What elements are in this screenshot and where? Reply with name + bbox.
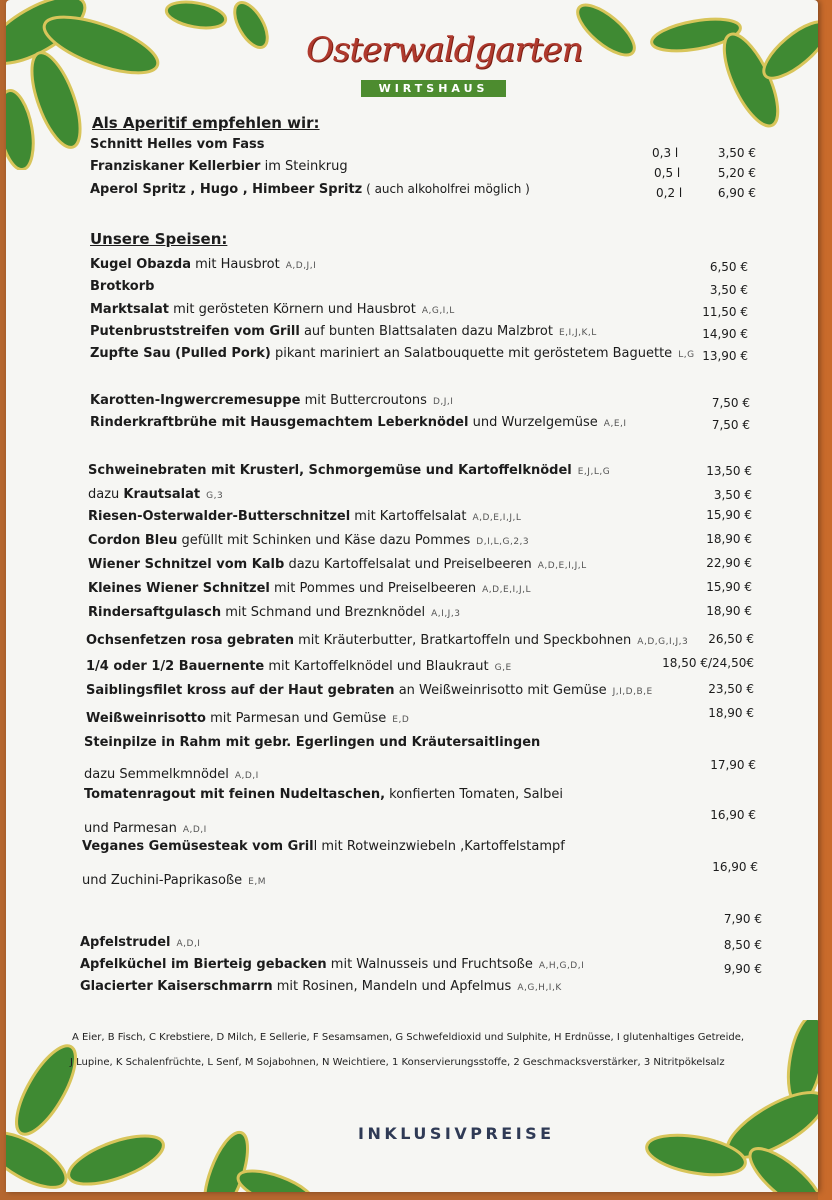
chestnut-leaf-top-right-icon [566,0,818,130]
dish-name: Wiener Schnitzel vom Kalb [88,557,285,572]
speisen-price-5: 7,50 € [711,396,750,410]
restaurant-logo [306,28,583,108]
dessert-item-1 [80,934,200,953]
speisen-item-17 [86,710,409,729]
dish-name: Putenbruststreifen vom Grill [90,324,300,339]
dish-description: mit Buttercroutons [300,393,427,408]
speisen-price-4: 13,90 € [702,349,748,363]
allergen-codes: A,I,J,3 [431,609,461,619]
dish-description: und Wurzelgemüse [468,415,598,430]
allergen-codes: G,E [494,663,512,673]
speisen-item-14 [86,632,688,651]
dish-description: mit gerösteten Körnern und Hausbrot [168,302,416,317]
speisen-item-16 [86,682,653,701]
speisen-price-15: 18,50 €/24,50€ [662,656,754,670]
dish-description: mit Hausbrot [190,257,280,272]
dish-description: konfierten Tomaten, Salbei [385,787,564,802]
speisen-price-12: 15,90 € [706,580,752,594]
speisen-item-18 [84,734,540,752]
dish-description: dazu Semmelkmnödel [84,767,229,782]
speisen-item-7 [88,462,610,481]
speisen-item-8 [88,486,223,505]
allergen-codes: E,I,J,K,L [558,328,597,338]
speisen-price-1: 3,50 € [709,283,748,297]
wooden-table-edge [818,0,832,1200]
speisen-item-21 [84,820,207,839]
dish-name: dazu [88,487,124,502]
dish-name: Zupfte Sau (Pulled Pork) [90,346,271,361]
dish-description: mit Kartoffelknödel und Blaukraut [264,659,489,674]
dish-name: Glacierter Kaiserschmarrn [80,979,273,994]
speisen-price-8: 3,50 € [713,488,752,502]
speisen-price-14: 26,50 € [708,632,754,646]
dessert-price-0: 7,90 € [723,912,762,926]
allergen-codes: G,3 [206,491,224,501]
aperitif-price-1: 3,50 € [717,146,756,160]
allergen-codes: A,D,J,I [285,261,317,271]
allergen-codes: A,D,I [234,771,259,781]
allergen-codes: D,I,L,G,2,3 [476,537,530,547]
allergen-codes: J,I,D,B,E [612,687,653,697]
aperitif-heading: Als Aperitif empfehlen wir: [92,114,320,132]
allergen-codes: D,J,I [432,397,454,407]
speisen-price-3: 14,90 € [702,327,748,341]
speisen-item-2 [90,301,455,320]
drink-name: Schnitt Helles vom Fass [90,137,265,152]
dish-name: Riesen-Osterwalder-Butterschnitzel [88,509,351,524]
allergen-codes: A,G,I,L [421,306,455,316]
aperitif-volume-1: 0,3 l [652,146,679,160]
dessert-price-1: 8,50 € [723,938,762,952]
dish-name: Kugel Obazda [90,257,191,272]
dish-description: l mit Rotweinzwiebeln ,Kartoffelstampf [313,839,565,854]
speisen-item-3 [90,323,597,342]
allergen-codes: A,D,I [176,939,201,949]
dish-description: mit Parmesan und Gemüse [205,711,387,726]
speisen-item-19 [84,766,259,785]
dish-name: Brotkorb [90,279,155,294]
dish-description: gefüllt mit Schinken und Käse dazu Pommes [177,533,471,548]
speisen-price-23: 16,90 € [712,860,758,874]
dish-name: Marktsalat [90,302,169,317]
dish-name: 1/4 oder 1/2 Bauernente [86,659,265,674]
allergen-legend-line-2: J Lupine, K Schalenfrüchte, L Senf, M Sojabohnen, N Weichtiere, 1 Konservierungsstoffe, 2 Geschmacksverstärker, 3 Nitritpökelsalz [70,1057,725,1068]
speisen-item-11 [88,556,587,575]
price-note: INKLUSIVPREISE [358,1124,555,1143]
speisen-item-12 [88,580,531,599]
allergen-codes: L,G [678,350,695,360]
speisen-price-9: 15,90 € [706,508,752,522]
dish-name: Kleines Wiener Schnitzel [88,581,270,596]
speisen-price-16: 23,50 € [708,682,754,696]
dessert-item-2 [80,956,584,975]
aperitif-volume-3: 0,2 l [656,186,683,200]
allergen-codes: A,D,E,I,J,L [482,585,532,595]
dessert-price-2: 9,90 € [723,962,762,976]
allergen-legend-line-1: A Eier, B Fisch, C Krebstiere, D Milch, E Sellerie, F Sesamsamen, G Schwefeldioxid und Sulphite, H Erdnüsse, I glutenhaltiges Getreide, [72,1032,745,1043]
speisen-price-10: 18,90 € [706,532,752,546]
dish-description: mit Schmand und Breznknödel [221,605,426,620]
logo-wordmark: Osterwaldgarten [306,30,583,70]
allergen-codes: A,E,I [603,419,627,429]
allergen-codes: A,G,H,I,K [517,983,562,993]
aperitif-volume-2: 0,5 l [654,166,681,180]
speisen-item-23 [82,872,266,891]
allergen-codes: E,J,L,G [577,467,611,477]
speisen-price-17: 18,90 € [708,706,754,720]
dish-name: Weißweinrisotto [86,711,206,726]
aperitif-item-2 [90,180,530,199]
speisen-price-0: 6,50 € [709,260,748,274]
dish-description: pikant mariniert an Salatbouquette mit geröstetem Baguette [270,346,673,361]
speisen-item-15 [86,658,512,677]
dish-name: Rinderkraftbrühe mit Hausgemachtem Leberknödel [90,415,469,430]
allergen-codes: A,D,I [182,825,207,835]
speisen-price-21: 16,90 € [710,808,756,822]
drink-description: im Steinkrug [260,159,348,174]
speisen-price-19: 17,90 € [710,758,756,772]
speisen-item-13 [88,604,460,623]
chestnut-leaf-top-center-icon [156,0,286,70]
dish-description: mit Kartoffelsalat [350,509,467,524]
dish-name: Ochsenfetzen rosa gebraten [86,633,294,648]
speisen-price-11: 22,90 € [706,556,752,570]
allergen-codes: A,H,G,D,I [538,961,585,971]
dish-description: dazu Kartoffelsalat und Preiselbeeren [284,557,532,572]
logo-subtitle: WIRTSHAUS [361,80,506,97]
dish-name: Veganes Gemüsesteak vom Gril [82,839,314,854]
drink-description: ( auch alkoholfrei möglich ) [362,182,530,196]
allergen-codes: A,D,E,I,J,L [537,561,587,571]
aperitif-item-1 [90,158,348,176]
dessert-item-3 [80,978,562,997]
aperitif-price-2: 5,20 € [717,166,756,180]
dish-name: Cordon Bleu [88,533,178,548]
dish-description: mit Pommes und Preiselbeeren [269,581,477,596]
speisen-price-2: 11,50 € [702,305,748,319]
allergen-codes: E,M [248,877,266,887]
speisen-item-10 [88,532,529,551]
aperitif-item-0 [90,136,265,154]
speisen-item-1 [90,278,154,296]
dish-name: Steinpilze in Rahm mit gebr. Egerlingen und Kräutersaitlingen [84,735,541,750]
speisen-item-4 [90,345,695,364]
dish-name-bold: Krautsalat [123,487,201,502]
dish-name: Apfelstrudel [80,935,171,950]
speisen-item-9 [88,508,521,527]
allergen-codes: A,D,E,I,J,L [472,513,522,523]
speisen-price-13: 18,90 € [706,604,752,618]
dish-description: und Parmesan [84,821,177,836]
dish-description: mit Walnusseis und Fruchtsoße [326,957,533,972]
dish-name: Tomatenragout mit feinen Nudeltaschen, [84,787,386,802]
dish-name: Schweinebraten mit Krusterl, Schmorgemüse und Kartoffelknödel [88,463,572,478]
speisen-heading: Unsere Speisen: [90,230,228,248]
menu-card [6,0,818,1192]
allergen-codes: E,D [392,715,410,725]
dish-name: Saiblingsfilet kross auf der Haut gebraten [86,683,395,698]
dish-description: auf bunten Blattsalaten dazu Malzbrot [299,324,553,339]
speisen-item-5 [90,392,453,411]
allergen-codes: A,D,G,I,J,3 [637,637,689,647]
drink-name: Franziskaner Kellerbier [90,159,261,174]
dish-description: an Weißweinrisotto mit Gemüse [394,683,607,698]
speisen-item-6 [90,414,627,433]
speisen-item-0 [90,256,316,275]
dish-description: mit Rosinen, Mandeln und Apfelmus [272,979,512,994]
dish-name: Karotten-Ingwercremesuppe [90,393,301,408]
dish-name: Rindersaftgulasch [88,605,222,620]
drink-name: Aperol Spritz , Hugo , Himbeer Spritz [90,182,363,197]
dish-name: Apfelküchel im Bierteig gebacken [80,957,327,972]
speisen-item-22 [82,838,565,856]
dish-description: mit Kräuterbutter, Bratkartoffeln und Speckbohnen [293,633,632,648]
speisen-item-20 [84,786,563,804]
speisen-price-7: 13,50 € [706,464,752,478]
dish-description: und Zuchini-Paprikasoße [82,873,243,888]
speisen-price-6: 7,50 € [711,418,750,432]
aperitif-price-3: 6,90 € [717,186,756,200]
